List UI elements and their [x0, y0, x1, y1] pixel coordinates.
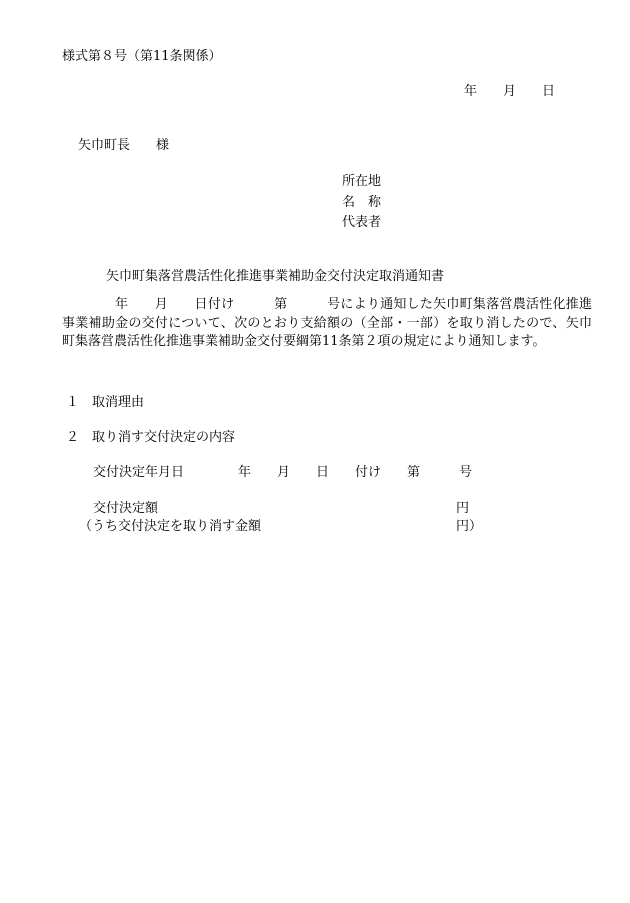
form-number: 様式第８号（第11条関係） — [62, 49, 222, 64]
applicant-name-label: 名 称 — [342, 195, 382, 210]
decision-date-values: 年 月 日 付け 第 号 — [238, 465, 473, 480]
item-cancel-content: ２ 取り消す交付決定の内容 — [66, 430, 236, 445]
document-body-text: 年 月 日付け 第 号により通知した矢巾町集落営農活性化推進事業補助金の交付について、次のとおり支給額の（全部・一部）を取り消したので、矢巾町集落営農活性化推進事業補助金交付要綱第11条第２項の規定により通知します。 — [62, 297, 592, 349]
cancel-amount-unit: 円） — [456, 519, 483, 534]
document-title: 矢巾町集落営農活性化推進事業補助金交付決定取消通知書 — [106, 269, 445, 284]
applicant-representative-label: 代表者 — [342, 215, 382, 230]
decision-amount-label: 交付決定額 — [93, 501, 159, 516]
addressee: 矢巾町長 様 — [78, 138, 170, 153]
decision-date-label: 交付決定年月日 — [93, 465, 185, 480]
cancel-amount-label: （うち交付決定を取り消す金額 — [79, 519, 262, 534]
date-line: 年 月 日 — [464, 84, 556, 99]
decision-amount-unit: 円 — [456, 501, 470, 516]
applicant-address-label: 所在地 — [342, 174, 382, 189]
item-cancel-reason: １ 取消理由 — [66, 395, 145, 410]
document-body — [62, 296, 592, 352]
